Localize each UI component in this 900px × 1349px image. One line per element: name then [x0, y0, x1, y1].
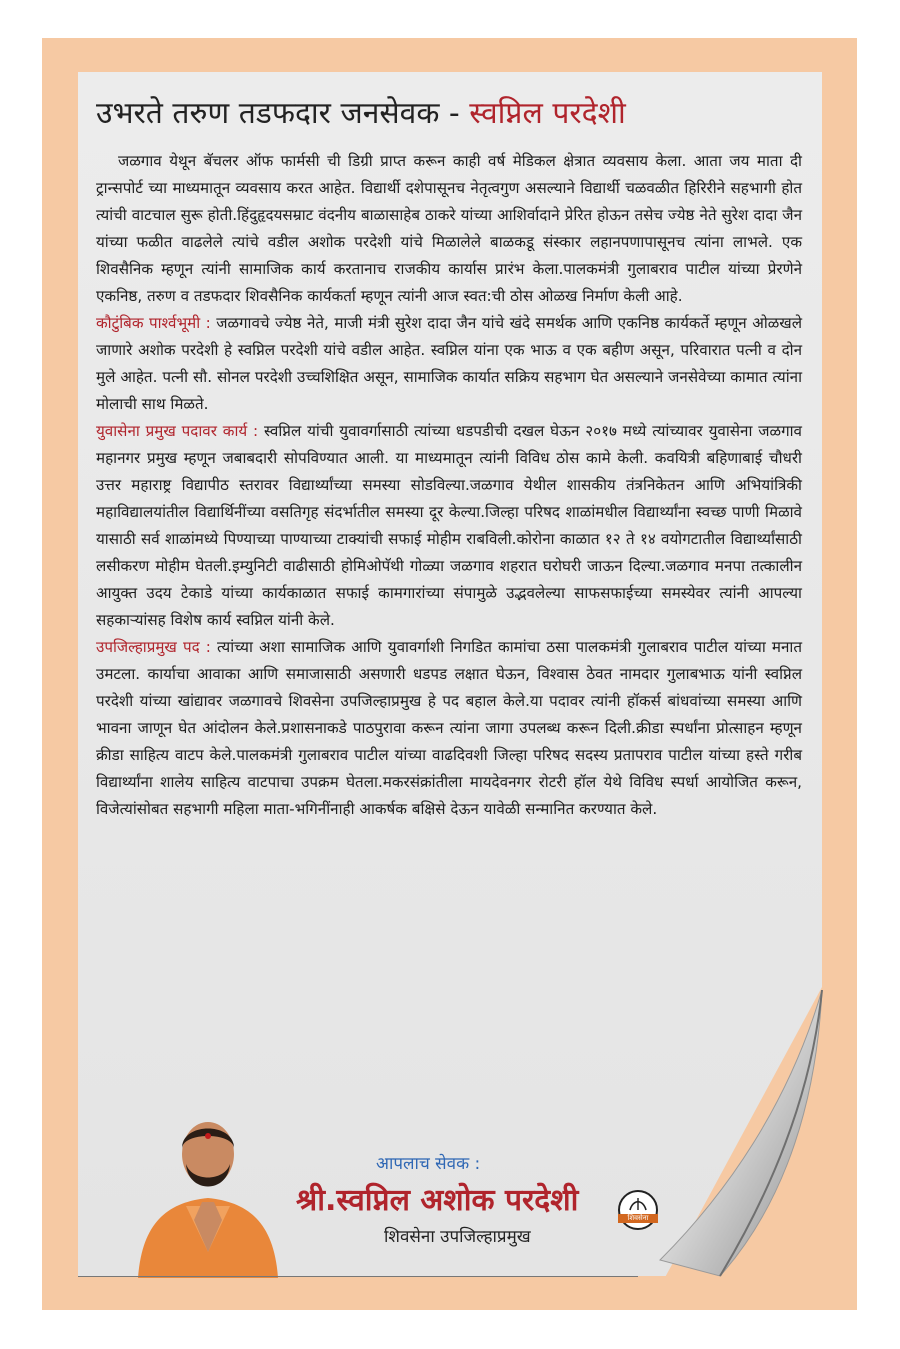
bottom-rule: [78, 1276, 638, 1277]
logo-text: शिवसेना: [618, 1214, 658, 1223]
yuvasena-text: स्वप्निल यांची युवावर्गासाठी त्यांच्या धडपडीची दखल घेऊन २०१७ मध्ये त्यांच्यावर युवासेना जळगाव महानगर प्रमुख म्हणून जबाबदारी सोपविण्यात आली. या माध्यमातून त्यांनी विविध ठोस कामे केली. कवयित्री बहिणाबाई चौधरी उत्तर महाराष्ट्र विद्यापीठ स्तरावर विद्यार्थ्यांच्या समस्या सोडविल्या.जळगाव येथील शासकीय तंत्रनिकेतन आणि अभियांत्रिकी महाविद्यालयांतील विद्यार्थिनींच्या वसतिगृह संदर्भातील समस्या दूर केल्या.जिल्हा परिषद शाळांमधील विद्यार्थ्यांना स्वच्छ पाणी मिळावे यासाठी सर्व शाळांमध्ये पिण्याच्या पाण्याच्या टाक्यांची सफाई मोहीम राबविली.कोरोना काळात १२ ते १४ वयोगटातील विद्यार्थ्यांसाठी लसीकरण मोहीम घेतली.इम्युनिटी वाढीसाठी होमिओपॅथी गोळ्या जळगाव शहरात घरोघरी जाऊन दिल्या.जळगाव मनपा तत्कालीन आयुक्त उदय टेकाडे यांच्या कार्यकाळात सफाई कामगारांच्या संपामुळे उद्भवलेल्या साफसफाईच्या समस्येवर त्यांनी आपल्या सहकाऱ्यांसह विशेष कार्य स्वप्निल यांनी केले.: [96, 422, 803, 629]
page-curl-graphic: [640, 990, 840, 1280]
signature-name: श्री.स्वप्निल अशोक परदेशी: [296, 1183, 579, 1218]
deputy-paragraph: [96, 634, 802, 823]
family-text: जळगावचे ज्येष्ठ नेते, माजी मंत्री सुरेश दादा जैन यांचे खंदे समर्थक आणि एकनिष्ठ कार्यकर्ते म्हणून ओळखले जाणारे अशोक परदेशी हे स्वप्निल परदेशी यांचे वडील आहेत. स्वप्निल यांना एक भाऊ व एक बहीण असून, परिवारात पत्नी व दोन मुले आहेत. पत्नी सौ. सोनल परदेशी उच्चशिक्षित असून, सामाजिक कार्यात सक्रिय सहभाग घेत असल्याने जनसेवेच्या कामात त्यांना मोलाची साथ मिळते.: [96, 314, 802, 413]
shivsena-logo: [618, 1190, 658, 1230]
family-heading: कौटुंबिक पार्श्वभूमी :: [96, 314, 217, 332]
signature-label: आपलाच सेवक :: [376, 1154, 481, 1174]
article-body: [96, 148, 802, 823]
page-title: [96, 94, 796, 134]
deputy-text: त्यांच्या अशा सामाजिक आणि युवावर्गाशी निगडित कामांचा ठसा पालकमंत्री गुलाबराव पाटील यांच्या मनात उमटला. कार्याचा आवाका आणि समाजासाठी असणारी धडपड लक्षात घेऊन, विश्वास ठेवत नामदार गुलाबभाऊ यांनी स्वप्निल परदेशी यांच्या खांद्यावर जळगावचे शिवसेना उपजिल्हाप्रमुख हे पद बहाल केले.या पदावर त्यांनी हॉकर्स बांधवांच्या समस्या आणि भावना जाणून घेत आंदोलन केले.प्रशासनाकडे पाठपुरावा करून त्यांना जागा उपलब्ध करून दिली.क्रीडा स्पर्धांना प्रोत्साहन म्हणून क्रीडा साहित्य वाटप केले.पालकमंत्री गुलाबराव पाटील यांच्या वाढदिवशी जिल्हा परिषद सदस्य प्रतापराव पाटील यांच्या हस्ते गरीब विद्यार्थ्यांना शालेय साहित्य वाटपाचा उपक्रम घेतला.मकरसंक्रांतीला मायदेवनगर रोटरी हॉल येथे विविध स्पर्धा आयोजित करून, विजेत्यांसोबत सहभागी महिला माता-भगिनींनाही आकर्षक बक्षिसे देऊन यावेळी सन्मानित करण्यात केले.: [96, 638, 802, 818]
yuvasena-paragraph: [96, 418, 802, 634]
bow-arrow-icon: [629, 1197, 647, 1211]
deputy-heading: उपजिल्हाप्रमुख पद :: [96, 638, 218, 656]
intro-paragraph: जळगाव येथून बॅचलर ऑफ फार्मसी ची डिग्री प्राप्त करून काही वर्ष मेडिकल क्षेत्रात व्यवसाय केला. आता जय माता दी ट्रान्सपोर्ट च्या माध्यमातून व्यवसाय करत आहेत. विद्यार्थी दशेपासूनच नेतृत्वगुण असल्याने विद्यार्थी चळवळीत हिरिरीने सहभागी होत त्यांची वाटचाल सुरू होती.हिंदुहृदयसम्राट वंदनीय बाळासाहेब ठाकरे यांच्या आशिर्वादाने प्रेरित होऊन तसेच ज्येष्ठ नेते सुरेश दादा जैन यांच्या फळीत वाढलेले त्यांचे वडील अशोक परदेशी यांचे मिळालेले बाळकडू संस्कार लहानपणापासूनच त्यांना लाभले. एक शिवसैनिक म्हणून त्यांनी सामाजिक कार्य करतानाच राजकीय कार्यास प्रारंभ केला.पालकमंत्री गुलाबराव पाटील यांच्या प्रेरणेने एकनिष्ठ, तरुण व तडफदार शिवसैनिक कार्यकर्ता म्हणून त्यांनी आज स्वत:ची ठोस ओळख निर्माण केली आहे.: [96, 152, 802, 305]
title-lead: उभरते तरुण तडफदार जनसेवक -: [96, 96, 470, 131]
person-portrait: [128, 1102, 288, 1278]
family-paragraph: [96, 310, 802, 418]
yuvasena-heading: युवासेना प्रमुख पदावर कार्य :: [96, 422, 265, 440]
signature-designation: शिवसेना उपजिल्हाप्रमुख: [384, 1227, 531, 1247]
title-name: स्वप्निल परदेशी: [469, 96, 626, 131]
